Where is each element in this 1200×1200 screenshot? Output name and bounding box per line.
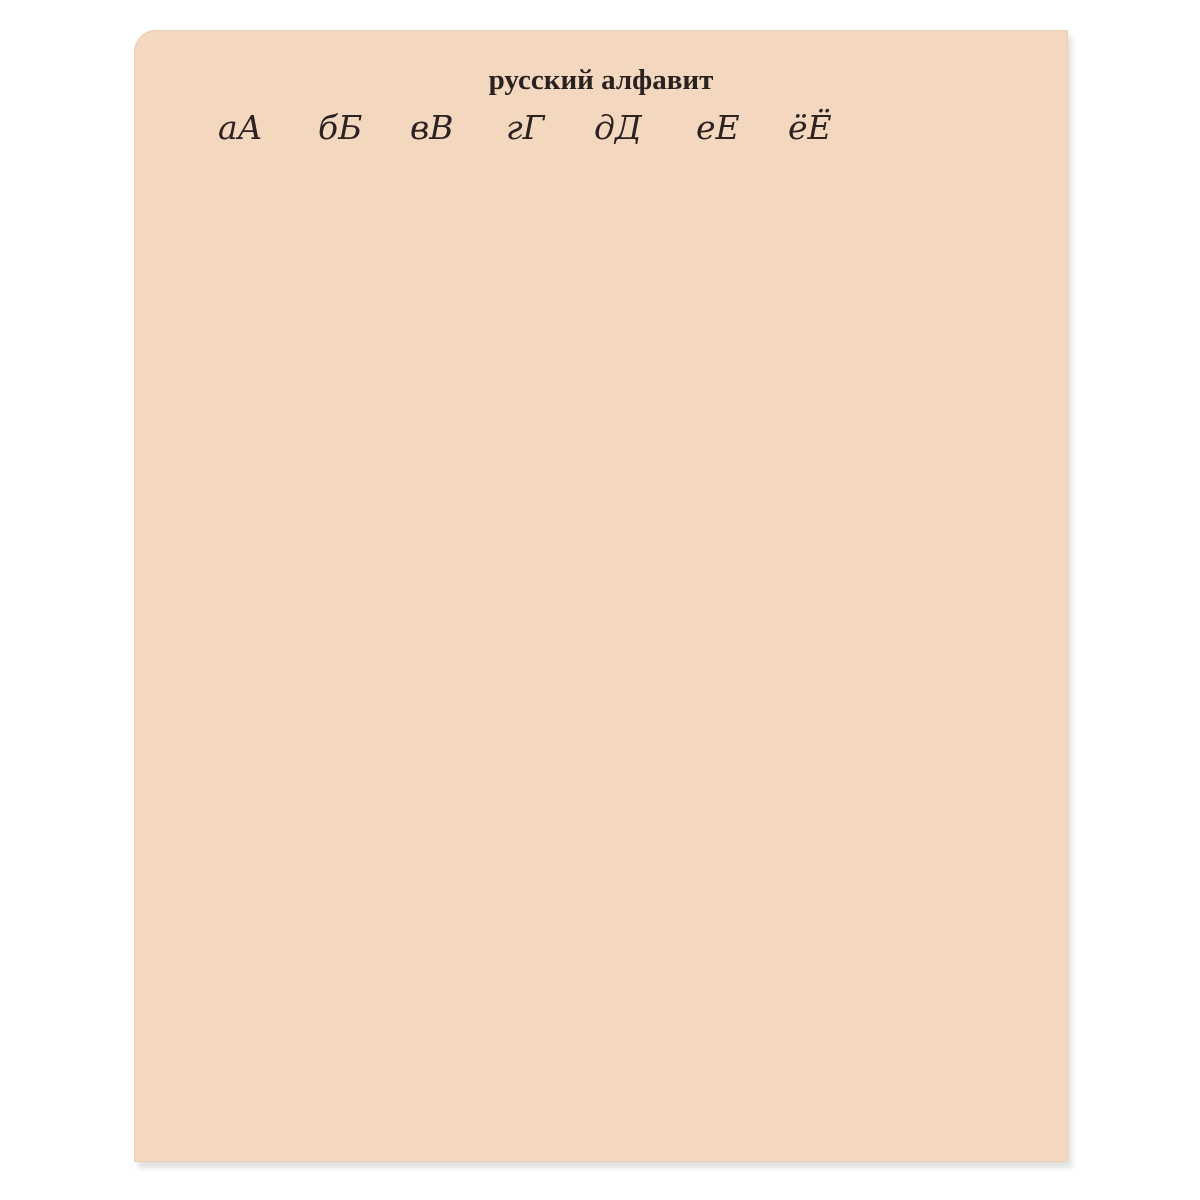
alphabet-letter: ёЁ [788, 108, 832, 147]
alphabet-title: русский алфавит [488, 64, 714, 96]
alphabet-letter: дД [594, 108, 642, 147]
alphabet-letter: аА [218, 108, 263, 147]
alphabet-letter: гГ [506, 108, 545, 147]
alphabet-letter: еЕ [696, 108, 740, 147]
alphabet-letter: вВ [410, 108, 454, 147]
notebook-back-cover [134, 30, 1068, 1162]
alphabet-letter: бБ [318, 108, 363, 147]
